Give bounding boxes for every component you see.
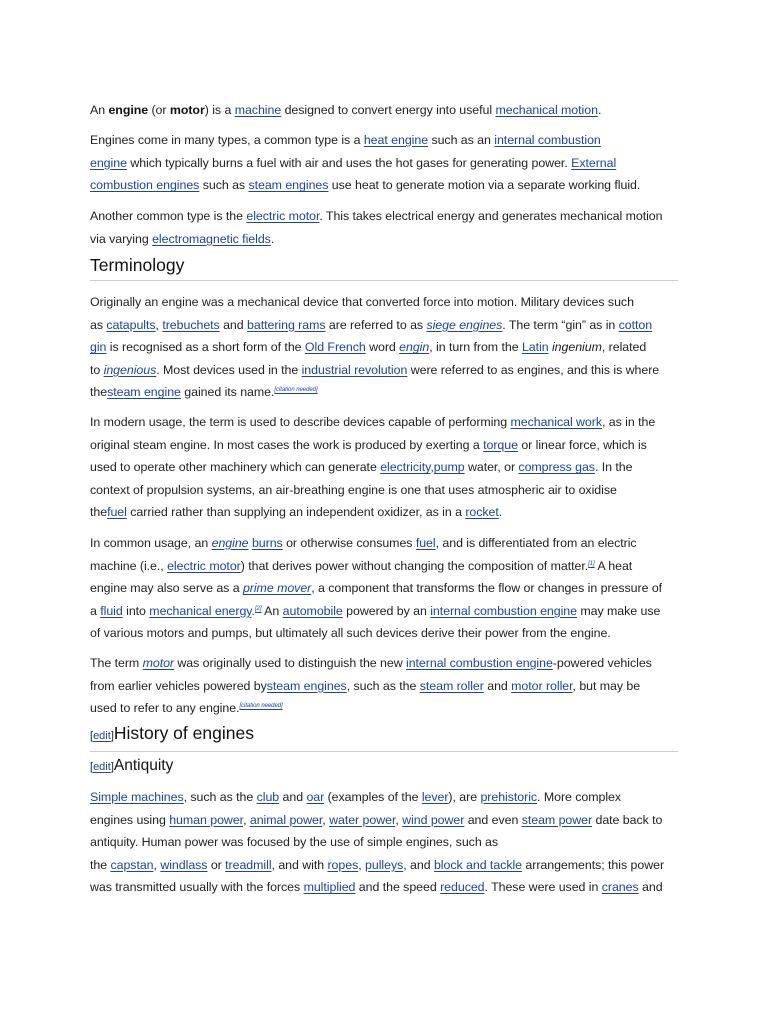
- text: was transmitted usually with the forces: [90, 880, 304, 895]
- link-mechanical-work[interactable]: mechanical work: [510, 415, 602, 429]
- text: context of propulsion systems, an air-breathing engine is one that uses atmospheric air to oxidise: [90, 482, 617, 497]
- intro-paragraph-1: [90, 99, 601, 122]
- link-prehistoric[interactable]: prehistoric: [480, 790, 538, 804]
- link-siege-engines[interactable]: siege engines: [426, 317, 503, 332]
- text: A heat: [594, 558, 633, 573]
- text: , and: [403, 857, 434, 872]
- text: the: [90, 505, 108, 520]
- text: . In the: [594, 460, 633, 475]
- link-steam-roller[interactable]: steam roller: [419, 678, 484, 693]
- link-heat-engine[interactable]: heat engine: [363, 133, 429, 147]
- text: engine may also serve as a: [90, 581, 243, 596]
- text: used to refer to any engine.: [90, 701, 240, 716]
- link-fuel[interactable]: fuel: [415, 536, 436, 550]
- term-motor: motor: [169, 103, 205, 117]
- text: , as in the: [602, 415, 656, 429]
- text: . These were used in: [484, 880, 602, 895]
- text: is recognised as a short form of the: [106, 340, 305, 355]
- terminology-paragraph-4: [90, 652, 652, 720]
- link-steam-engines[interactable]: steam engines: [248, 178, 329, 193]
- text: use heat to generate motion via a separate working fluid.: [328, 178, 641, 193]
- text: such as: [199, 178, 249, 193]
- text: carried rather than supplying an independent oxidizer, as in a: [126, 505, 466, 520]
- text: .: [251, 603, 255, 618]
- text: were referred to as engines, and this is where: [407, 362, 660, 377]
- text: water, or: [464, 460, 519, 475]
- text: machine (i.e.,: [90, 558, 168, 573]
- link-pump[interactable]: pump: [433, 460, 465, 475]
- link-steam-engine[interactable]: steam engine: [107, 385, 181, 400]
- link-block-and-tackle[interactable]: block and tackle: [433, 857, 523, 872]
- link-latin[interactable]: Latin: [521, 340, 549, 355]
- link-compress-gas[interactable]: compress gas: [518, 460, 595, 475]
- text: An: [261, 603, 283, 618]
- text: via varying: [90, 231, 153, 246]
- section-heading-terminology: Terminology: [90, 253, 678, 281]
- link-cotton-gin[interactable]: cotton: [618, 317, 653, 332]
- text: . This takes electrical energy and generates mechanical motion: [319, 209, 663, 223]
- intro-paragraph-2: [90, 129, 640, 197]
- text: , in turn from the: [429, 340, 522, 355]
- link-oar[interactable]: oar: [306, 790, 325, 804]
- citation-needed: [274, 387, 317, 393]
- link-torque[interactable]: torque: [483, 437, 518, 452]
- text: , a component that transforms the flow or changes in pressure of: [311, 581, 663, 596]
- text: In modern usage, the term is used to describe devices capable of performing: [90, 415, 511, 429]
- text: ,: [395, 812, 403, 827]
- bracket: [: [90, 730, 94, 742]
- text: . More complex: [537, 790, 622, 804]
- link-trebuchets[interactable]: trebuchets: [162, 317, 220, 332]
- text: antiquity. Human power was focused by the use of simple engines, such as: [90, 835, 499, 850]
- link-engine[interactable]: engine: [211, 536, 249, 550]
- text: -powered vehicles: [552, 656, 652, 670]
- link-automobile[interactable]: automobile: [282, 603, 343, 618]
- link-external-combustion-engines[interactable]: combustion engines: [90, 178, 200, 193]
- link-reference-1[interactable]: [1]: [588, 560, 595, 567]
- bracket: ]: [110, 730, 114, 742]
- link-industrial-revolution[interactable]: industrial revolution: [301, 362, 408, 377]
- link-burns[interactable]: burns: [251, 536, 283, 550]
- terminology-paragraph-3: [90, 532, 662, 645]
- text: word: [365, 340, 400, 355]
- link-reference-2[interactable]: [2]: [254, 605, 262, 612]
- text: ,: [153, 857, 161, 872]
- text: . Most devices used in the: [156, 362, 302, 377]
- link-club[interactable]: club: [256, 790, 280, 804]
- text: .: [270, 231, 275, 246]
- text: .: [498, 505, 503, 520]
- section-heading-antiquity: [90, 755, 173, 778]
- terminology-paragraph-1: [90, 291, 659, 404]
- link-cotton-gin[interactable]: gin: [90, 340, 107, 355]
- link-rocket[interactable]: rocket: [465, 505, 499, 520]
- text: and even: [464, 812, 522, 827]
- heading-text: History of engines: [113, 723, 254, 743]
- link-capstan[interactable]: capstan: [110, 857, 154, 872]
- text: or: [207, 857, 226, 872]
- text: from earlier vehicles powered by: [90, 678, 267, 693]
- link-cranes[interactable]: cranes: [601, 880, 639, 895]
- text: and: [483, 678, 512, 693]
- text: or linear force, which is: [517, 437, 647, 452]
- link-internal-combustion-engine[interactable]: internal combustion: [494, 133, 601, 147]
- text: ,: [322, 812, 330, 827]
- text: , and with: [271, 857, 328, 872]
- link-simple-machines[interactable]: Simple machines: [90, 790, 184, 804]
- link-electric-motor[interactable]: electric motor: [246, 209, 320, 223]
- text: which typically burns a fuel with air and uses the hot gases for generating power.: [126, 155, 572, 170]
- link-machine[interactable]: machine: [234, 103, 282, 117]
- text: arrangements; this power: [522, 857, 665, 872]
- link-battering-rams[interactable]: battering rams: [247, 317, 326, 332]
- link-prime-mover[interactable]: prime mover: [242, 581, 312, 596]
- terminology-paragraph-2: [90, 411, 655, 524]
- citation-needed: [239, 703, 282, 709]
- link-internal-combustion-engine[interactable]: internal combustion engine: [406, 656, 553, 670]
- edit-section: [90, 761, 114, 773]
- text: An: [90, 103, 109, 117]
- link-multiplied[interactable]: multiplied: [303, 880, 356, 895]
- text: designed to convert energy into useful: [281, 103, 496, 117]
- term-engine: engine: [108, 103, 149, 117]
- link-animal-power[interactable]: animal power: [249, 812, 323, 827]
- link-reduced[interactable]: reduced: [440, 880, 485, 895]
- link-motor-roller[interactable]: motor roller: [511, 678, 573, 693]
- link-mechanical-motion[interactable]: mechanical motion: [495, 103, 598, 117]
- link-catapults[interactable]: catapults: [106, 317, 156, 332]
- link-fluid[interactable]: fluid: [100, 603, 123, 618]
- link-wind-power[interactable]: wind power: [402, 812, 465, 827]
- link-treadmill[interactable]: treadmill: [225, 857, 272, 872]
- text: engines using: [90, 812, 170, 827]
- text: the: [90, 857, 111, 872]
- text: powered by an: [342, 603, 431, 618]
- link-ingenious[interactable]: ingenious: [103, 362, 157, 377]
- heading-text: Antiquity: [113, 757, 174, 774]
- text: and: [219, 317, 248, 332]
- text: , but may be: [572, 678, 641, 693]
- link-electricity[interactable]: electricity: [380, 460, 431, 475]
- link-external-combustion-engines[interactable]: External: [571, 155, 617, 170]
- text: , and is differentiated from an electric: [435, 536, 637, 550]
- text: (examples of the: [324, 790, 422, 804]
- text: to: [90, 362, 104, 377]
- edit-section: [90, 730, 114, 742]
- link-lever[interactable]: lever: [421, 790, 449, 804]
- text: gained its name.: [180, 385, 275, 400]
- text: . The term “gin” as in: [502, 317, 619, 332]
- text: (or: [148, 103, 170, 117]
- text: the: [90, 385, 108, 400]
- text: ,: [155, 317, 163, 332]
- link-electric-motor[interactable]: electric motor: [167, 558, 241, 573]
- link-windlass[interactable]: windlass: [160, 857, 208, 872]
- link-engin[interactable]: engin: [399, 340, 430, 355]
- bracket: ]: [110, 761, 114, 773]
- text: date back to: [592, 812, 663, 827]
- text: ) is a: [204, 103, 235, 117]
- link-steam-engines[interactable]: steam engines: [266, 678, 347, 693]
- term-ingenium: ingenium: [551, 340, 602, 355]
- text: may make use: [576, 603, 661, 618]
- edit-link[interactable]: edit: [93, 730, 111, 742]
- text: and the speed: [355, 880, 441, 895]
- text: The term: [90, 656, 143, 670]
- text: ) that derives power without changing the composition of matter.: [240, 558, 589, 573]
- link-steam-power[interactable]: steam power: [521, 812, 593, 827]
- intro-paragraph-3: [90, 205, 662, 250]
- link-human-power[interactable]: human power: [169, 812, 244, 827]
- text: ,: [430, 460, 434, 475]
- link-fuel[interactable]: fuel: [107, 505, 127, 520]
- text: into: [122, 603, 150, 618]
- bracket: [: [90, 761, 94, 773]
- link-citation-needed[interactable]: [citation needed]: [274, 387, 318, 394]
- link-pulleys[interactable]: pulleys: [365, 857, 404, 872]
- link-mechanical-energy[interactable]: mechanical energy: [149, 603, 252, 618]
- link-internal-combustion-engine[interactable]: engine: [90, 155, 127, 170]
- text: ), are: [448, 790, 481, 804]
- text: or otherwise consumes: [282, 536, 416, 550]
- text: such as an: [428, 133, 495, 147]
- text: used to operate other machinery which can generate: [90, 460, 381, 475]
- text: Engines come in many types, a common type is a: [90, 133, 364, 147]
- section-heading-history: [90, 721, 678, 752]
- text: and: [638, 880, 663, 895]
- link-motor[interactable]: motor: [142, 656, 175, 670]
- link-citation-needed[interactable]: [citation needed]: [239, 703, 283, 710]
- antiquity-paragraph-1: [90, 786, 664, 899]
- text: .: [597, 103, 602, 117]
- link-electromagnetic-fields[interactable]: electromagnetic fields: [152, 231, 271, 246]
- link-water-power[interactable]: water power: [329, 812, 396, 827]
- text: In common usage, an: [90, 536, 212, 550]
- edit-link[interactable]: edit: [93, 761, 111, 773]
- text: a: [90, 603, 101, 618]
- text: ,: [243, 812, 250, 827]
- text: ,: [358, 857, 366, 872]
- link-old-french[interactable]: Old French: [304, 340, 366, 355]
- text: as: [90, 317, 107, 332]
- text: , related: [601, 340, 647, 355]
- text: Originally an engine was a mechanical device that converted force into motion. Military devices such: [90, 295, 634, 309]
- text: Another common type is the: [90, 209, 247, 223]
- text: was originally used to distinguish the new: [174, 656, 406, 670]
- text: and: [279, 790, 307, 804]
- link-ropes[interactable]: ropes: [327, 857, 359, 872]
- text: of various motors and pumps, but ultimately all such devices derive their power from the engine.: [90, 626, 611, 641]
- link-internal-combustion-engine[interactable]: internal combustion engine: [430, 603, 577, 618]
- text: original steam engine. In most cases the work is produced by exerting a: [90, 437, 484, 452]
- text: , such as the: [346, 678, 420, 693]
- text: are referred to as: [325, 317, 427, 332]
- text: , such as the: [183, 790, 257, 804]
